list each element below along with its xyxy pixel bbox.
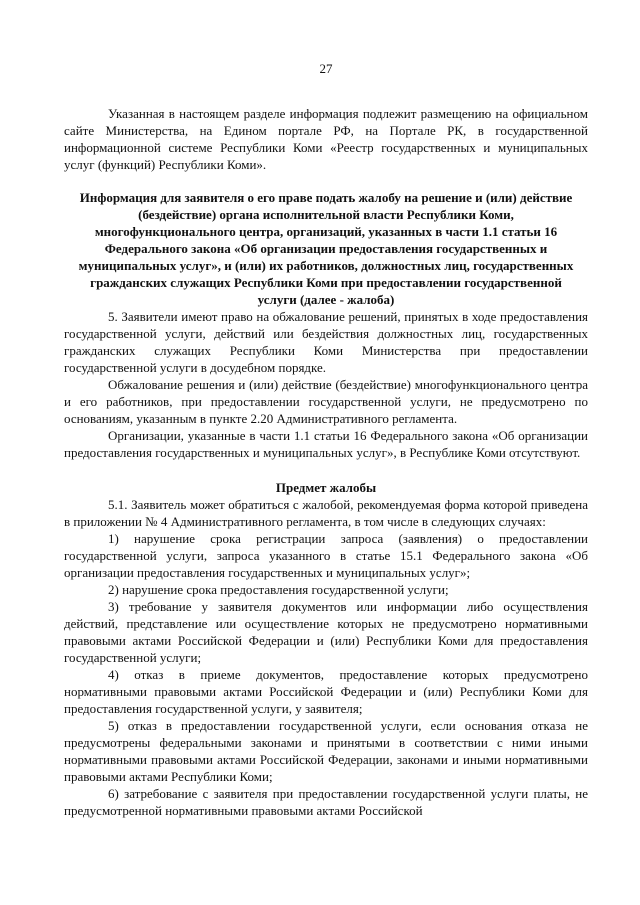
list-item: 4) отказ в приеме документов, предоставление которых предусмотрено нормативными правовыми актами Российской Федерации и (или) Республики Коми для предоставления государственной услуги, у заявителя; bbox=[64, 667, 588, 716]
paragraph-5-1: 5.1. Заявитель может обратиться с жалобой, рекомендуемая форма которой приведена в приложении № 4 Административного регламента, в том числе в следующих случаях: bbox=[64, 497, 588, 529]
list-item: 5) отказ в предоставлении государственной услуги, если основания отказа не предусмотрены федеральными законами и принятыми в соответствии с ними иными нормативными правовыми актами Российской Федерации, законами и иными нормативными правовыми актами Республики Коми; bbox=[64, 718, 588, 784]
paragraph-5: 5. Заявители имеют право на обжалование решений, принятых в ходе предоставления государственной услуги, действий или бездействия должностных лиц, государственных гражданских служащих Республики Коми Министерства при предоставлении государственной услуги в досудебном порядке. bbox=[64, 309, 588, 375]
paragraph-mfc-appeal: Обжалование решения и (или) действие (бездействие) многофункционального центра и его работников, при предоставлении государственной услуги, не предусмотрено по основаниям, указанным в пункте 2.20 Административного регламента. bbox=[64, 377, 588, 426]
complaint-rights-heading: Информация для заявителя о его праве подать жалобу на решение и (или) действие (бездействие) органа исполнительной власти Республики Коми, многофункционального центра, организаций, указанных в части 1.1 статьи 16 Федерального закона «Об организации предоставления государственных и муниципальных услуг», и (или) их работников, должностных лиц, государственных гражданских служащих Республики Коми при предоставлении государственной услуги (далее - жалоба) bbox=[78, 190, 574, 307]
document-page bbox=[64, 60, 588, 819]
intro-paragraph: Указанная в настоящем разделе информация подлежит размещению на официальном сайте Министерства, на Едином портале РФ, на Портале РК, в государственной информационной системе Республики Коми «Реестр государственных и муниципальных услуг (функций) Республики Коми». bbox=[64, 106, 588, 172]
page-number: 27 bbox=[319, 61, 333, 76]
list-item: 6) затребование с заявителя при предоставлении государственной услуги платы, не предусмотренной нормативными правовыми актами Российской bbox=[64, 786, 588, 818]
paragraph-organizations: Организации, указанные в части 1.1 статьи 16 Федерального закона «Об организации предоставления государственных и муниципальных услуг», в Республике Коми отсутствуют. bbox=[64, 428, 588, 460]
complaint-subject-heading: Предмет жалобы bbox=[275, 480, 377, 495]
list-item: 3) требование у заявителя документов или информации либо осуществления действий, представление или осуществление которых не предусмотрено нормативными правовыми актами Российской Федерации и (или) Республики Коми для предоставления государственной услуги; bbox=[64, 599, 588, 665]
list-item: 2) нарушение срока предоставления государственной услуги; bbox=[108, 582, 449, 597]
list-item: 1) нарушение срока регистрации запроса (заявления) о предоставлении государственной услуги, запроса указанного в статье 15.1 Федерального закона «Об организации предоставления государственных и муниципальных услуг»; bbox=[64, 531, 588, 580]
